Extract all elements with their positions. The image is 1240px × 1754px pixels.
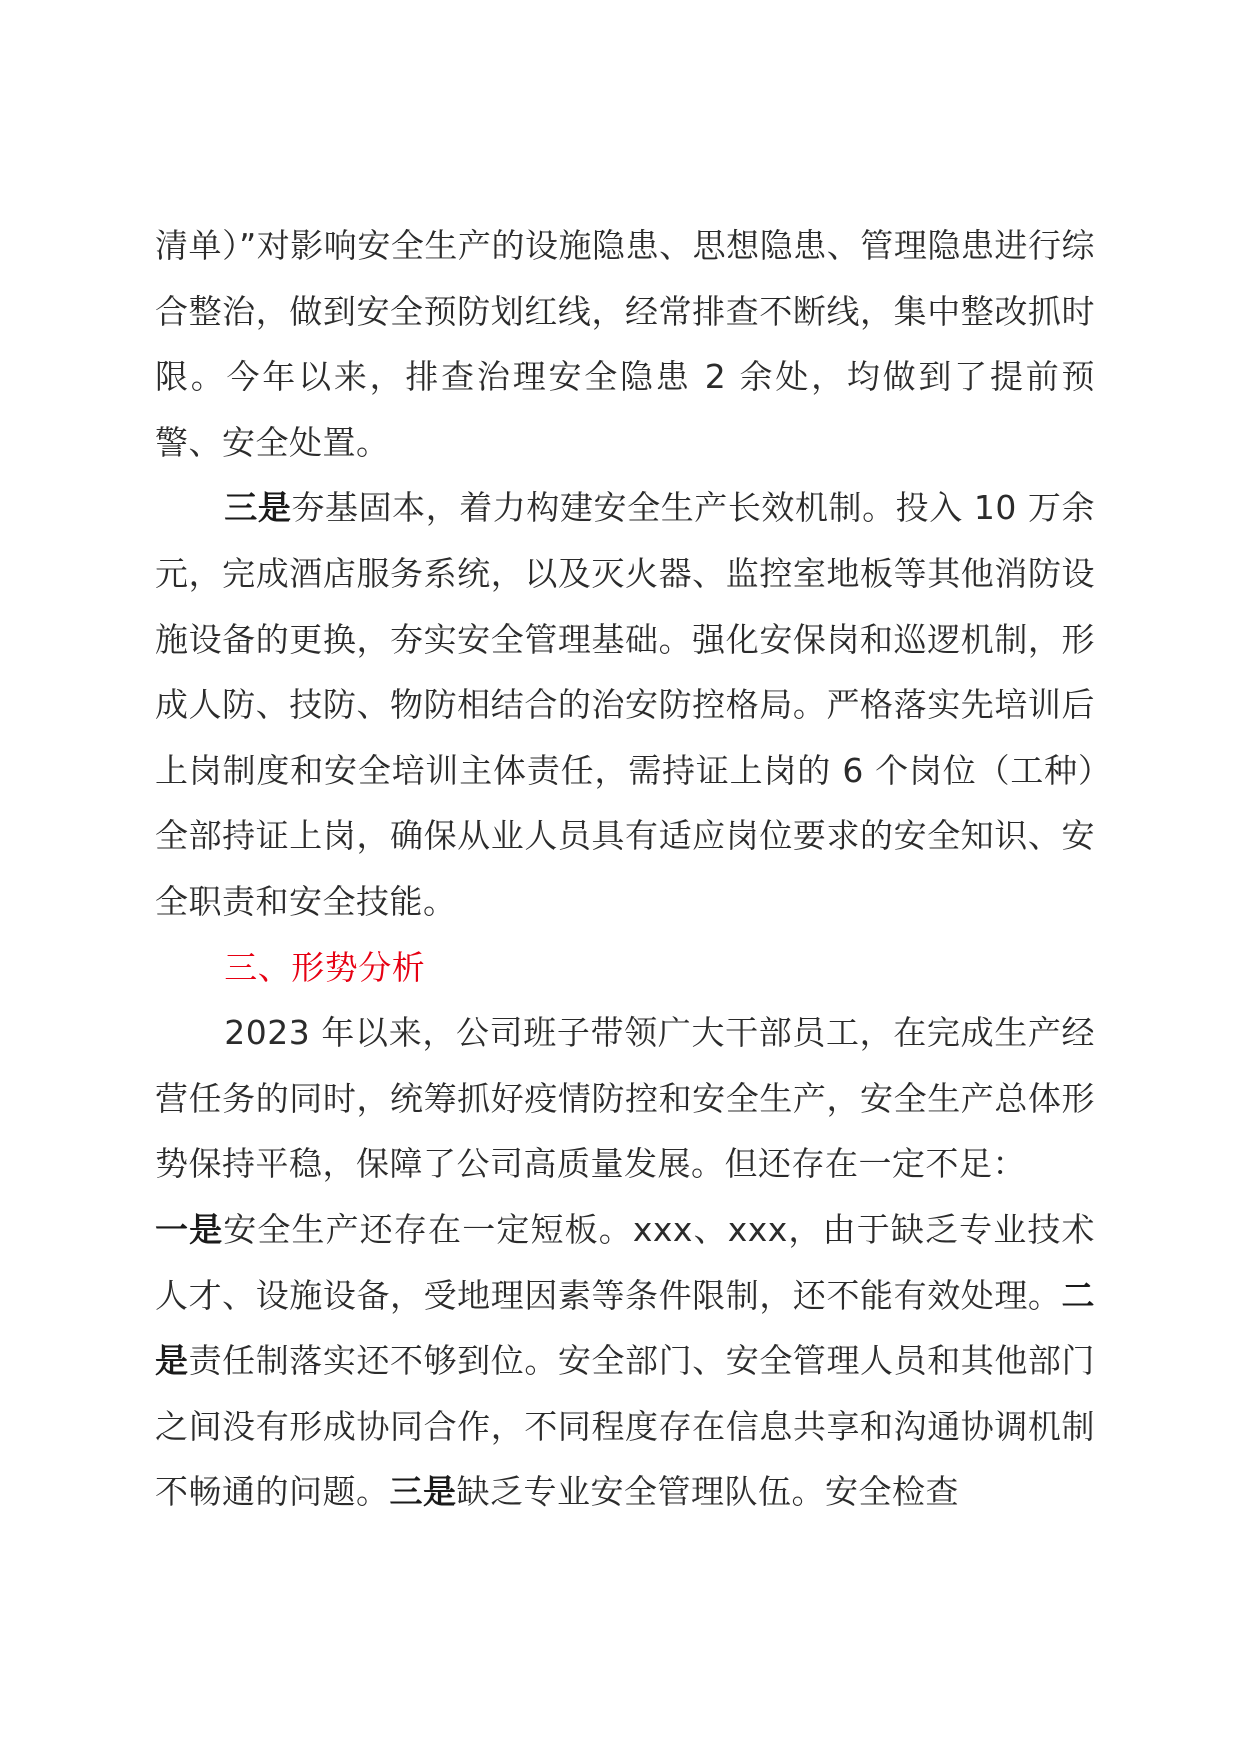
paragraph-4 [155, 1197, 1095, 1525]
section-heading [155, 935, 1095, 1001]
paragraph-3-text: 2023 年以来，公司班子带领广大干部员工，在完成生产经营任务的同时，统筹抓好疫情防控和安全生产，安全生产总体形势保持平稳，保障了公司高质量发展。但还存在一定不足： [155, 1013, 1095, 1184]
paragraph-2 [155, 475, 1095, 934]
paragraph-4-lead-2: 二是 [155, 1275, 1095, 1381]
paragraph-2-lead: 三是 [224, 488, 292, 528]
paragraph-4-lead-1: 一是 [155, 1209, 224, 1249]
paragraph-4-text-2: 责任制落实还不够到位。安全部门、安全管理人员和其他部门之间没有形成协同合作，不同程度存在信息共享和沟通协调机制不畅通的问题。 [155, 1341, 1096, 1512]
paragraph-4-text-1: 安全生产还存在一定短板。xxx、xxx，由于缺乏专业技术人才、设施设备，受地理因素等条件限制，还不能有效处理。 [155, 1209, 1095, 1315]
paragraph-2-text: 夯基固本，着力构建安全生产长效机制。投入 10 万余元，完成酒店服务系统，以及灭火器、监控室地板等其他消防设施设备的更换，夯实安全管理基础。强化安保岗和巡逻机制，形成人防、技防、物防相结合的治安防控格局。严格落实先培训后上岗制度和安全培训主体责任，需持证上岗的 6 个岗位（工种）全部持证上岗，确保从业人员具有适应岗位要求的安全知识、安全职责和安全技能。 [155, 488, 1095, 921]
section-heading-text: 三、形势分析 [224, 947, 426, 987]
document-body [155, 213, 1095, 1525]
paragraph-4-text-3: 缺乏专业安全管理队伍。安全检查 [456, 1472, 959, 1512]
paragraph-1 [155, 213, 1095, 475]
paragraph-3 [155, 1000, 1095, 1197]
paragraph-4-lead-3: 三是 [389, 1472, 457, 1512]
paragraph-1-text: 清单）”对影响安全生产的设施隐患、思想隐患、管理隐患进行综合整治，做到安全预防划红线，经常排查不断线，集中整改抓时限。今年以来，排查治理安全隐患 2 余处，均做到了提前预警、安全处置。 [155, 226, 1095, 462]
